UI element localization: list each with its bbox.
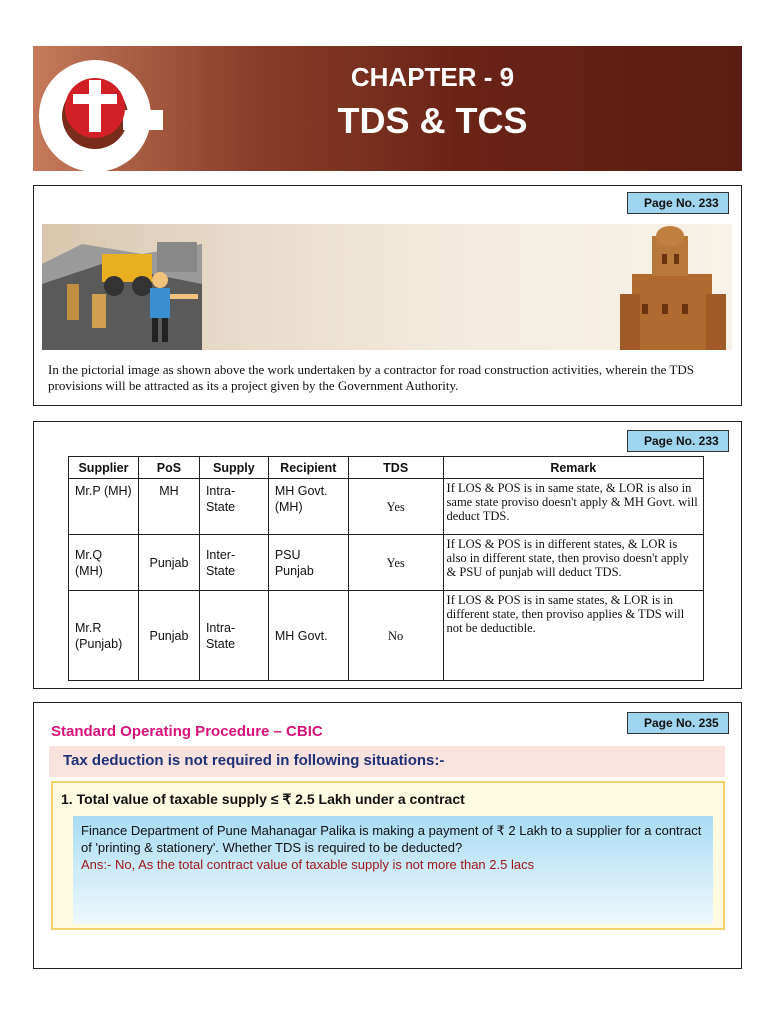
example-answer: Ans:- No, As the total contract value of taxable supply is not more than 2.5 lacs	[81, 857, 535, 872]
pos-cell: Punjab	[138, 535, 199, 591]
supplier-cell: Mr.R (Punjab)	[69, 591, 139, 681]
sop-subtitle: Tax deduction is not required in following situations:-	[49, 746, 725, 777]
tds-table-panel	[33, 421, 742, 689]
recipient-cell: MH Govt. (MH)	[268, 479, 348, 535]
table-row	[69, 479, 704, 535]
sop-title: Standard Operating Procedure – CBIC	[51, 723, 323, 740]
column-header: Recipient	[268, 457, 348, 479]
tds-applicability-table	[68, 456, 704, 681]
recipient-cell: PSU Punjab	[268, 535, 348, 591]
sop-point-box	[51, 781, 725, 930]
pos-cell: MH	[138, 479, 199, 535]
supplier-cell: Mr.Q (MH)	[69, 535, 139, 591]
table-row	[69, 535, 704, 591]
example-question: Finance Department of Pune Mahanagar Palika is making a payment of ₹ 2 Lakh to a supplier for a contract of 'printing & stationery'. Whether TDS is required to be deducted?	[81, 823, 702, 855]
page-number-badge: Page No. 235	[627, 712, 729, 734]
illustration-panel	[33, 185, 742, 406]
road-construction-illustration	[42, 224, 732, 350]
supply-cell: Inter-State	[199, 535, 268, 591]
supply-cell: Intra-State	[199, 591, 268, 681]
chapter-number: CHAPTER - 9	[350, 62, 515, 92]
illustration-description: In the pictorial image as shown above the work undertaken by a contractor for road construction activities, wherein the TDS provisions will be attracted as its a project given by the Government Authority.	[48, 362, 694, 393]
supply-cell: Intra-State	[199, 479, 268, 535]
table-row	[69, 591, 704, 681]
column-header: Remark	[443, 457, 703, 479]
sop-example-box	[73, 816, 713, 924]
road-work-scene-icon	[42, 224, 732, 350]
chapter-banner	[33, 46, 742, 171]
column-header: TDS	[348, 457, 443, 479]
column-header: Supply	[199, 457, 268, 479]
remark-cell: If LOS & POS is in same states, & LOR is in different state, then proviso applies & TDS will not be deductible.	[443, 591, 703, 681]
table-header-row	[69, 457, 704, 479]
remark-cell: If LOS & POS is in different states, & LOR is also in different state, then proviso doesn't apply & PSU of punjab will deduct TDS.	[443, 535, 703, 591]
sop-point-heading: 1. Total value of taxable supply ≤ ₹ 2.5 Lakh under a contract	[61, 791, 465, 807]
column-header: PoS	[138, 457, 199, 479]
chapter-title: TDS & TCS	[337, 100, 528, 141]
recipient-cell: MH Govt.	[268, 591, 348, 681]
pos-cell: Punjab	[138, 591, 199, 681]
sop-panel	[33, 702, 742, 969]
page-number-badge: Page No. 233	[627, 430, 729, 452]
tds-cell: Yes	[348, 479, 443, 535]
page-number-badge: Page No. 233	[627, 192, 729, 214]
supplier-cell: Mr.P (MH)	[69, 479, 139, 535]
remark-cell: If LOS & POS is in same state, & LOR is also in same state proviso doesn't apply & MH Govt. will deduct TDS.	[443, 479, 703, 535]
column-header: Supplier	[69, 457, 139, 479]
tds-cell: No	[348, 591, 443, 681]
tds-cell: Yes	[348, 535, 443, 591]
